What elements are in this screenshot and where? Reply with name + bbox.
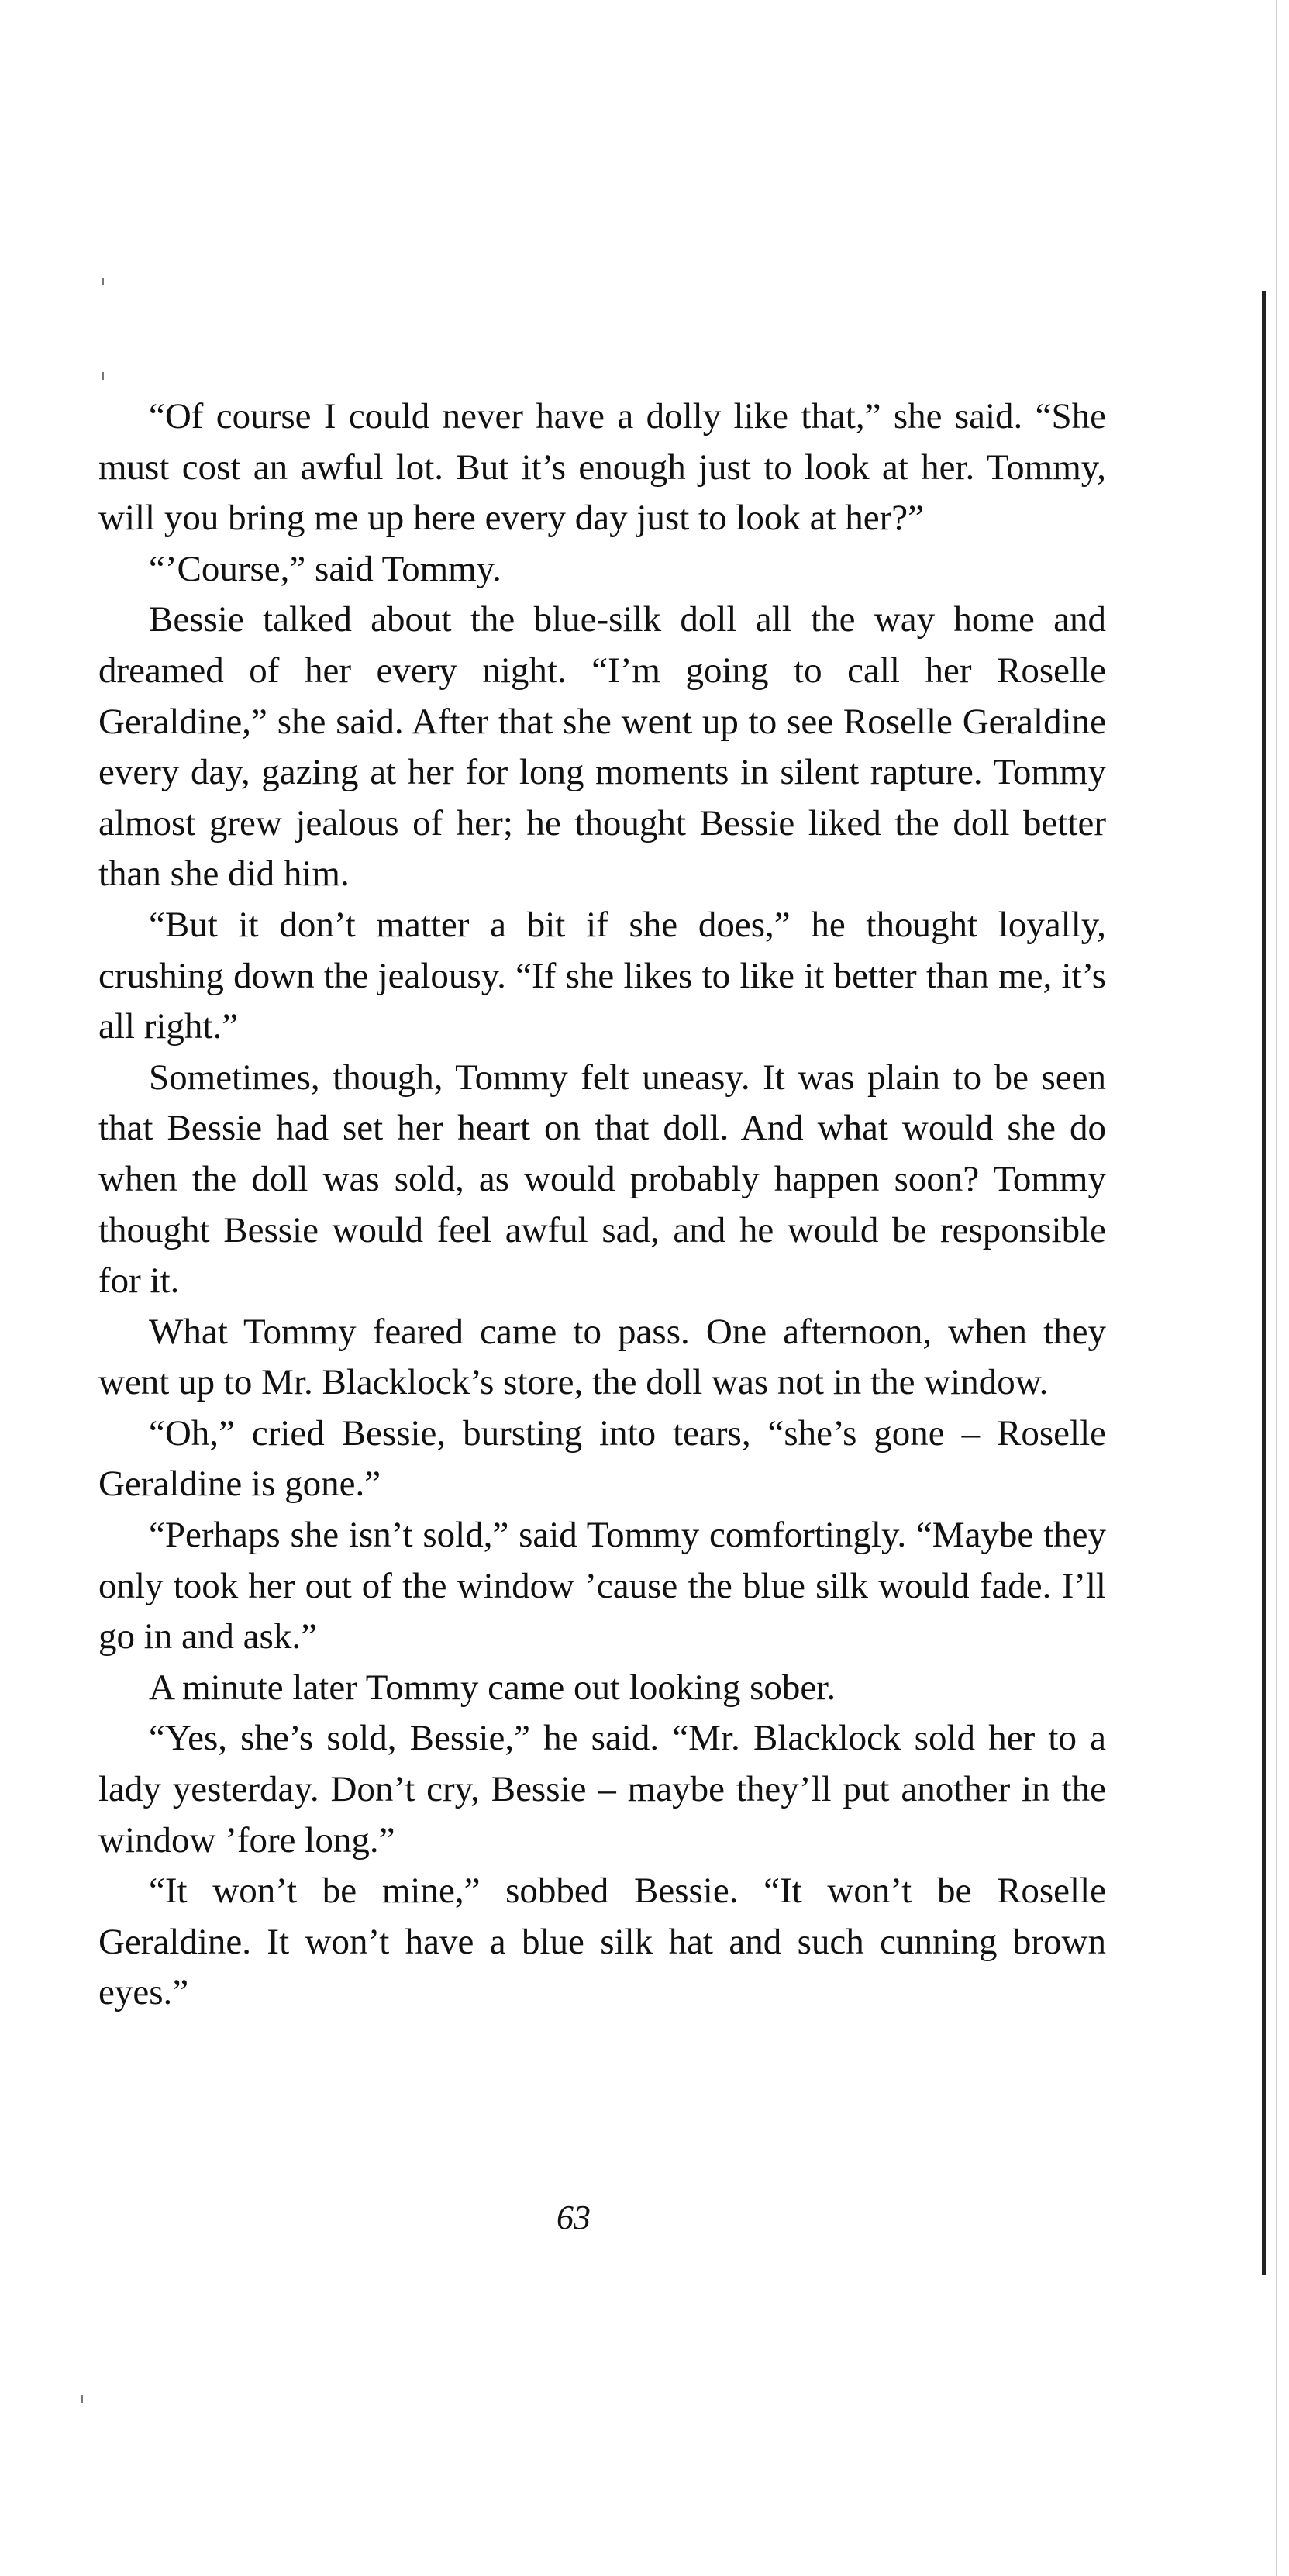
paragraph: What Tommy feared came to pass. One afternoon, when they went up to Mr. Blacklock’s store, the doll was not in the window. — [98, 1311, 1106, 1403]
scan-speck — [102, 372, 104, 380]
paragraph: “Of course I could never have a dolly like that,” she said. “She must cost an awful lot. But it’s enough just to look at her. Tommy, will you bring me up here every day just to look at her?” — [98, 396, 1106, 539]
paragraph: “Yes, she’s sold, Bessie,” he said. “Mr. Blacklock sold her to a lady yesterday. Don’t cry, Bessie – maybe they’ll put another in the window ’fore long.” — [98, 1718, 1106, 1860]
paragraph: Sometimes, though, Tommy felt uneasy. It was plain to be seen that Bessie had set her heart on that doll. And what would she do when the doll was sold, as would probably happen soon? Tommy thought Bessie would feel awful sad, and he would be responsible for it. — [98, 1057, 1106, 1302]
paragraph: “It won’t be mine,” sobbed Bessie. “It won’t be Roselle Geraldine. It won’t have a blue silk hat and such cunning brown eyes.” — [98, 1871, 1106, 2013]
paragraph: “Perhaps she isn’t sold,” said Tommy comfortingly. “Maybe they only took her out of the window ’cause the blue silk would fade. I’ll go in and ask.” — [98, 1515, 1106, 1657]
paragraph: “’Course,” said Tommy. — [149, 548, 501, 589]
paragraph: A minute later Tommy came out looking sober. — [149, 1667, 836, 1708]
paragraph: “But it don’t matter a bit if she does,” he thought loyally, crushing down the jealousy. “If she likes to like it better than me, it’s all right.” — [98, 904, 1106, 1047]
paragraph: “Oh,” cried Bessie, bursting into tears, “she’s gone – Roselle Geraldine is gone.” — [98, 1412, 1106, 1505]
page-number: 63 — [557, 2198, 591, 2236]
page-gutter-line — [1262, 291, 1266, 2275]
scan-speck — [102, 278, 104, 285]
paragraph: Bessie talked about the blue-silk doll all the way home and dreamed of her every night. “I’m going to call her Roselle Geraldine,” she said. After that she went up to see Roselle Geraldine every day, gazing at her for long moments in silent rapture. Tommy almost grew jealous of her; he thought Bessie liked the doll better than she did him. — [98, 599, 1106, 895]
body-text — [98, 391, 1106, 2019]
scan-speck — [81, 2395, 83, 2403]
page-edge-shadow — [1276, 0, 1277, 2576]
